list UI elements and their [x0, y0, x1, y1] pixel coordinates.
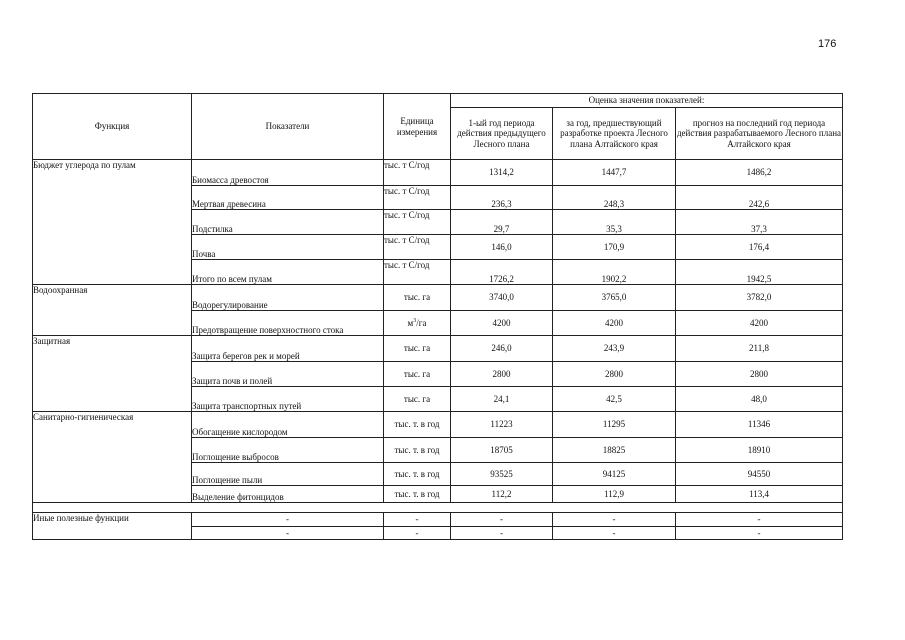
unit-cell: тыс. т. в год — [384, 486, 451, 503]
value-forecast: 94550 — [676, 463, 843, 486]
unit-tail: /га — [416, 317, 427, 328]
value-forecast: 11346 — [676, 412, 843, 438]
unit-cell: тыс. т С/год — [384, 186, 451, 210]
value-first-year: 3740,0 — [451, 285, 553, 311]
unit-cell: тыс. т. в год — [384, 438, 451, 463]
unit-cell: - — [384, 527, 451, 540]
unit-cell: тыс. га — [384, 387, 451, 412]
unit-cell: тыс. га — [384, 362, 451, 387]
value-first-year: 93525 — [451, 463, 553, 486]
value-prior-year: 4200 — [553, 311, 676, 336]
value-first-year: 29,7 — [451, 210, 553, 235]
value-first-year: 1314,2 — [451, 160, 553, 186]
value-prior-year: 18825 — [553, 438, 676, 463]
value-prior-year: 170,9 — [553, 235, 676, 260]
value-forecast: 48,0 — [676, 387, 843, 412]
unit-cell: тыс. т С/год — [384, 160, 451, 186]
value-forecast: 1942,5 — [676, 260, 843, 285]
value-first-year: 11223 — [451, 412, 553, 438]
header-unit: Единица измерения — [384, 94, 451, 160]
header-assessment: Оценка значения показателей: — [451, 94, 843, 108]
value-forecast: 37,3 — [676, 210, 843, 235]
indicator-cell: Подстилка — [192, 210, 384, 235]
value-prior-year: 3765,0 — [553, 285, 676, 311]
value-first-year: 1726,2 — [451, 260, 553, 285]
value-prior-year: - — [553, 513, 676, 527]
value-first-year: - — [451, 527, 553, 540]
indicator-cell: Защита берегов рек и морей — [192, 336, 384, 362]
unit-cell: - — [384, 513, 451, 527]
unit-cell: тыс. т. в год — [384, 463, 451, 486]
function-cell: Бюджет углерода по пулам — [33, 160, 192, 285]
value-prior-year: 42,5 — [553, 387, 676, 412]
indicator-cell: Почва — [192, 235, 384, 260]
value-prior-year: 243,9 — [553, 336, 676, 362]
value-first-year: 24,1 — [451, 387, 553, 412]
value-prior-year: 112,9 — [553, 486, 676, 503]
forest-functions-table — [32, 93, 843, 540]
indicator-cell: Предотвращение поверхностного стока — [192, 311, 384, 336]
value-first-year: - — [451, 513, 553, 527]
value-prior-year: 1447,7 — [553, 160, 676, 186]
header-col-forecast: прогноз на последний год периода действия разрабатываемого Лесного плана Алтайского края — [676, 108, 843, 160]
indicator-cell: Поглощение выбросов — [192, 438, 384, 463]
indicator-cell: Мертвая древесина — [192, 186, 384, 210]
table-spacer — [33, 503, 843, 513]
page-number: 176 — [818, 38, 837, 50]
function-cell: Иные полезные функции — [33, 513, 192, 540]
value-forecast: 176,4 — [676, 235, 843, 260]
unit-cell: тыс. т С/год — [384, 210, 451, 235]
value-forecast: 242,6 — [676, 186, 843, 210]
header-col-first-year: 1-ый год периода действия предыдущего Лесного плана — [451, 108, 553, 160]
value-first-year: 112,2 — [451, 486, 553, 503]
indicator-cell: Защита транспортных путей — [192, 387, 384, 412]
value-first-year: 2800 — [451, 362, 553, 387]
indicator-cell: Обогащение кислородом — [192, 412, 384, 438]
unit-cell: тыс. га — [384, 336, 451, 362]
header-indicators: Показатели — [192, 94, 384, 160]
value-prior-year: 1902,2 — [553, 260, 676, 285]
value-first-year: 236,3 — [451, 186, 553, 210]
unit-cell: тыс. т С/год — [384, 260, 451, 285]
indicator-cell: Водорегулирование — [192, 285, 384, 311]
indicator-cell: Выделение фитонцидов — [192, 486, 384, 503]
unit-cell: тыс. т. в год — [384, 412, 451, 438]
unit-cell: тыс. т С/год — [384, 235, 451, 260]
value-prior-year: 11295 — [553, 412, 676, 438]
value-first-year: 18705 — [451, 438, 553, 463]
value-forecast: - — [676, 527, 843, 540]
unit-cell — [384, 311, 451, 336]
unit-base: м — [407, 317, 414, 328]
value-prior-year: 2800 — [553, 362, 676, 387]
indicator-cell: Итого по всем пулам — [192, 260, 384, 285]
value-forecast: - — [676, 513, 843, 527]
indicator-cell: - — [192, 527, 384, 540]
indicator-cell: Биомасса древостоя — [192, 160, 384, 186]
unit-superscript: 3 — [413, 317, 417, 324]
function-cell: Защитная — [33, 336, 192, 412]
value-prior-year: 94125 — [553, 463, 676, 486]
value-prior-year: 35,3 — [553, 210, 676, 235]
value-forecast: 2800 — [676, 362, 843, 387]
value-forecast: 4200 — [676, 311, 843, 336]
header-function: Функция — [33, 94, 192, 160]
unit-cell: тыс. га — [384, 285, 451, 311]
value-forecast: 3782,0 — [676, 285, 843, 311]
indicator-cell: - — [192, 513, 384, 527]
value-first-year: 4200 — [451, 311, 553, 336]
value-forecast: 113,4 — [676, 486, 843, 503]
value-first-year: 146,0 — [451, 235, 553, 260]
value-forecast: 211,8 — [676, 336, 843, 362]
indicator-cell: Защита почв и полей — [192, 362, 384, 387]
value-forecast: 1486,2 — [676, 160, 843, 186]
value-forecast: 18910 — [676, 438, 843, 463]
value-first-year: 246,0 — [451, 336, 553, 362]
header-col-prior-year: за год, предшествующий разработке проекта Лесного плана Алтайского края — [553, 108, 676, 160]
value-prior-year: - — [553, 527, 676, 540]
function-cell: Водоохранная — [33, 285, 192, 336]
indicator-cell: Поглощение пыли — [192, 463, 384, 486]
function-cell: Санитарно-гигиеническая — [33, 412, 192, 503]
value-prior-year: 248,3 — [553, 186, 676, 210]
